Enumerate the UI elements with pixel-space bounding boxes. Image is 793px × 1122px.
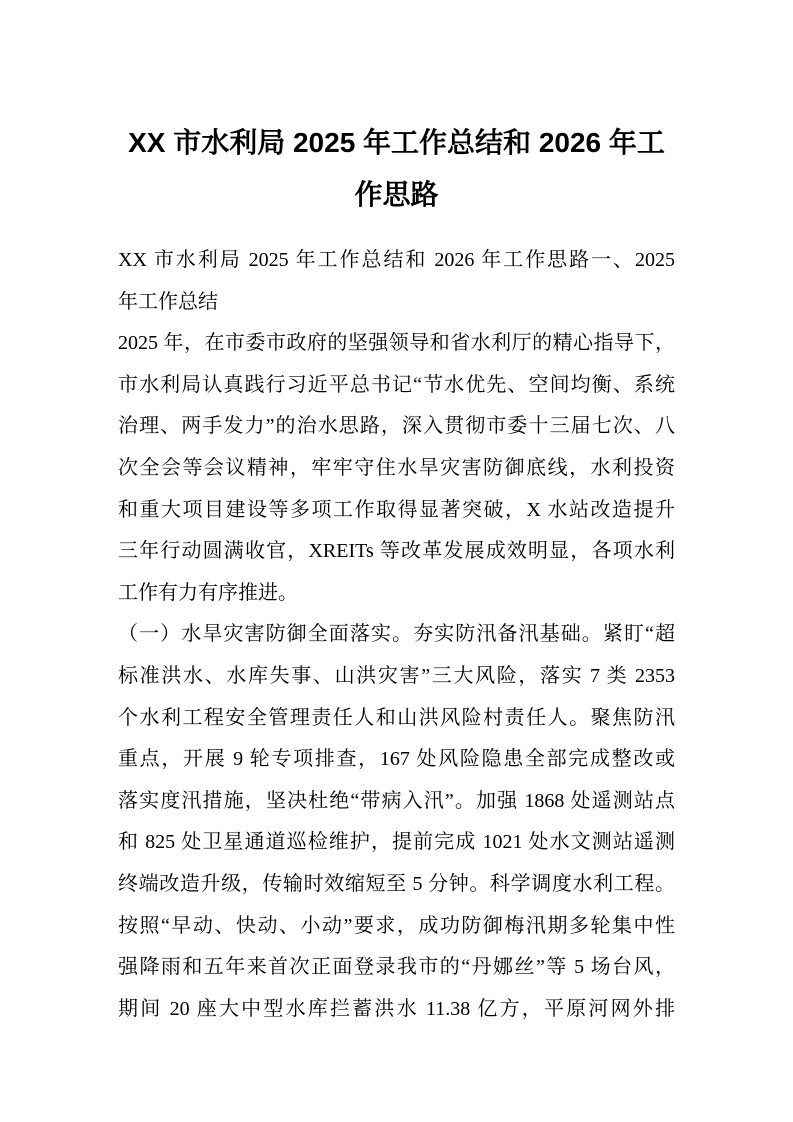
- text-line: 落实度汛措施，坚决杜绝“带病入汛”。加强 1868 处遥测站点: [118, 789, 675, 812]
- text-line: 期间 20 座大中型水库拦蓄洪水 11.38 亿方，平原河网外排: [118, 997, 675, 1020]
- paragraph: [118, 614, 675, 1030]
- text-line: 2025 年，在市委市政府的坚强领导和省水利厅的精心指导下，: [118, 332, 675, 355]
- text-line: 治理、两手发力”的治水思路，深入贯彻市委十三届七次、八: [118, 415, 675, 438]
- paragraph: [118, 240, 675, 323]
- document-body: [118, 240, 675, 1030]
- text-line: 个水利工程安全管理责任人和山洪风险村责任人。聚焦防汛: [118, 706, 675, 729]
- text-line: 次全会等会议精神，牢牢守住水旱灾害防御底线，水利投资: [118, 456, 675, 479]
- text-line: 和重大项目建设等多项工作取得显著突破，X 水站改造提升: [118, 498, 675, 521]
- text-line: 强降雨和五年来首次正面登录我市的“丹娜丝”等 5 场台风，: [118, 956, 675, 979]
- text-line: 标准洪水、水库失事、山洪灾害”三大风险，落实 7 类 2353: [118, 664, 675, 687]
- document-title: [118, 117, 675, 221]
- text-line: 三年行动圆满收官，XREITs 等改革发展成效明显，各项水利: [118, 540, 675, 563]
- text-line: 重点，开展 9 轮专项排查，167 处风险隐患全部完成整改或: [118, 748, 675, 771]
- text-line: 工作有力有序推进。: [118, 581, 298, 604]
- text-line: 年工作总结: [118, 290, 218, 313]
- title-line-2: 作思路: [354, 179, 439, 210]
- text-line: 终端改造升级，传输时效缩短至 5 分钟。科学调度水利工程。: [118, 872, 675, 895]
- title-line-1: XX 市水利局 2025 年工作总结和 2026 年工: [128, 127, 665, 158]
- paragraph: [118, 323, 675, 614]
- text-line: 市水利局认真践行习近平总书记“节水优先、空间均衡、系统: [118, 373, 675, 396]
- text-line: （一）水旱灾害防御全面落实。夯实防汛备汛基础。紧盯“超: [118, 623, 675, 646]
- text-line: XX 市水利局 2025 年工作总结和 2026 年工作思路一、2025: [118, 249, 675, 271]
- text-line: 按照“早动、快动、小动”要求，成功防御梅汛期多轮集中性: [118, 914, 675, 937]
- text-line: 和 825 处卫星通道巡检维护，提前完成 1021 处水文测站遥测: [118, 831, 675, 854]
